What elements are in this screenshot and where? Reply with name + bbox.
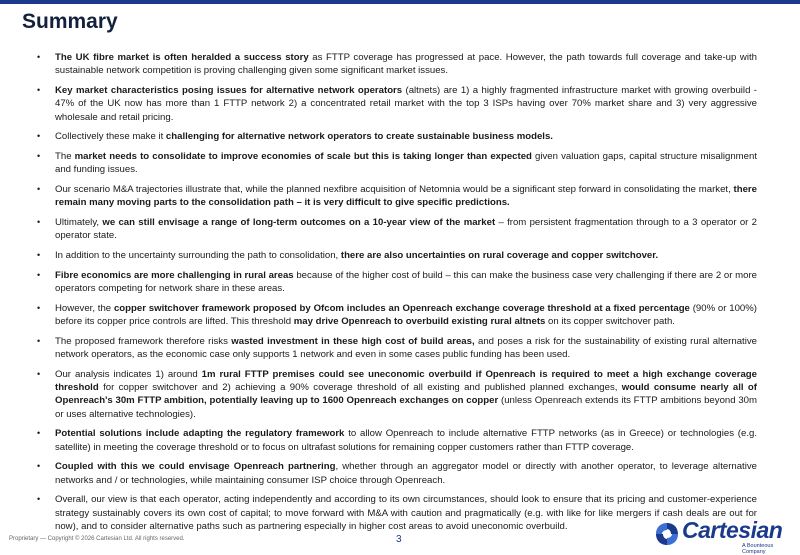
bullet-bold-text: wasted investment in these high cost of build areas, [231,335,475,347]
summary-bullet [37,130,757,143]
summary-bullet [37,249,757,262]
bullet-text: Collectively these make it [55,131,166,143]
cartesian-swirl-icon [654,521,680,547]
bullet-bold-text: Key market characteristics posing issues for alternative network operators [55,85,403,96]
summary-bullet [37,335,757,362]
summary-bullet [37,269,757,296]
bullet-bold-text: copper switchover framework proposed by Ofcom includes an Openreach exchange coverage threshold at a fixed percentage [113,302,690,314]
summary-bullet [37,150,757,177]
bullet-text: to allow Openreach to include alternative FTTP networks (as in Greece) or technologies (e.g. satellite) in meeting the coverage threshold or to focus on ultrafast solutions for remaining copper customers rather than FTTP coverage. [55,428,757,453]
bullet-dot-icon: • [37,85,41,95]
bullet-text: for copper switchover and 2) achieving a 90% coverage threshold of all existing and published planned exchanges, [98,382,622,393]
bullet-text: Our scenario M&A trajectories illustrate that, while the planned nexfibre acquisition of Netomnia would be a significant step forward in consolidating the market, [55,184,734,195]
bullet-dot-icon: • [37,335,41,346]
summary-bullet [37,302,757,329]
bullet-dot-icon: • [37,368,41,379]
logo-tagline: A Bounteous Company [742,543,774,555]
bullet-text: (unless Openreach extends its FTTP ambitions beyond 30m or uses alternative technologies). [55,395,758,420]
bullet-bold-text: Coupled with this we could envisage Openreach partnering [55,461,336,473]
bullet-text: (90% or 100%) before its copper price controls are lifted. This threshold [55,302,757,327]
bullet-dot-icon: • [37,494,41,505]
bullet-text: (altnets) are 1) a highly fragmented infrastructure market with growing overbuild - 47% of the UK now has more than 1 FTTP network 2) a concentrated retail market with the top 3 ISPs having over 70% market share and 3) very aggressive wholesale and retail pricing. [55,85,757,123]
summary-bullet-list [37,51,757,540]
bullet-bold-text: The UK fibre market is often heralded a success story [55,52,309,63]
logo-wordmark: Cartesian [682,517,783,543]
bullet-text: However, the [55,302,114,314]
bullet-text: The proposed framework therefore risks [55,335,232,347]
bullet-bold-text: there remain many moving parts to the consolidation path – it is very difficult to give specific predictions. [55,184,757,209]
summary-bullet [37,183,757,210]
bullet-bold-text: would consume nearly all of Openreach's 30m FTTP ambition, potentially leaving up to 1600 Openreach exchanges on copper [55,382,757,407]
copyright-footer: Proprietary — Copyright © 2026 Cartesian Ltd. All rights reserved. [9,536,185,542]
bullet-text: and poses a risk for the sustainability of existing rural alternative network operators, as the economic case only supports 1 network and even in some cases public funding has been used. [55,335,757,360]
summary-bullet [37,84,757,124]
summary-bullet [37,51,757,78]
bullet-bold-text: Fibre economics are more challenging in rural areas [55,269,294,281]
bullet-text: Ultimately, [55,217,103,228]
bullet-bold-text: market needs to consolidate to improve economies of scale but this is taking longer than expected [74,151,532,162]
bullet-bold-text: may drive Openreach to overbuild existing rural altnets [293,316,546,327]
page-title: Summary [22,10,118,33]
bullet-bold-text: Potential solutions include adapting the regulatory framework [55,428,345,440]
bullet-text: as FTTP coverage has progressed at pace. However, the path towards full coverage and take-up with sustainable network competition is proving challenging given some significant market issues. [55,52,757,77]
bullet-dot-icon: • [37,428,41,439]
bullet-bold-text: 1m rural FTTP premises could see uneconomic overbuild if Openreach is required to meet a high exchange coverage threshold [55,368,757,393]
bullet-text: Overall, our view is that each operator, acting independently and according to its own circumstances, should look to ensure that its pricing and customer-experience strategy sustainably covers its own cost of capital; to move forward with M&A with caution and pragmatically (e.g. with like for like mergers if cash deals are out for now), and to consider alternative paths such as partnering especially in higher cost areas to avoid uneconomic overbuild. [55,494,757,533]
summary-bullet [37,368,757,422]
summary-bullet [37,216,757,243]
bullet-text: , whether through an aggregator model or directly with another operator, to leverage alternative networks and / or technologies, while maintaining consumer ISP choice through Openreach. [55,461,757,486]
bullet-bold-text: challenging for alternative network operators to create sustainable business models. [165,131,553,143]
bullet-dot-icon: • [37,131,41,142]
page-number: 3 [396,534,402,545]
summary-bullet [37,427,757,454]
summary-bullet [37,493,757,533]
bullet-text: – from persistent fragmentation through to a 3 operator or 2 operator state. [55,217,758,242]
bullet-bold-text: there are also uncertainties on rural coverage and copper switchover. [340,250,659,261]
summary-bullet [37,460,757,487]
bullet-text: The [55,151,75,162]
bullet-text: given valuation gaps, capital structure misalignment and funding issues. [55,151,758,176]
bullet-text: because of the higher cost of build – this can make the business case very challenging if there are 2 or more operators competing for network share in these areas. [55,269,757,294]
bullet-dot-icon: • [37,250,41,260]
bullet-dot-icon: • [37,302,41,313]
bullet-dot-icon: • [37,269,41,280]
bullet-text: Our analysis indicates 1) around [55,368,202,380]
bullet-dot-icon: • [37,217,41,227]
bullet-text: In addition to the uncertainty surrounding the path to consolidation, [55,250,341,261]
bullet-dot-icon: • [37,52,41,62]
top-accent-bar [0,0,800,4]
bullet-text: on its copper switchover path. [545,316,675,327]
bullet-bold-text: we can still envisage a range of long-term outcomes on a 10-year view of the market [102,217,496,228]
cartesian-logo [654,517,796,555]
bullet-dot-icon: • [37,461,41,472]
bullet-dot-icon: • [37,184,41,194]
bullet-dot-icon: • [37,151,41,161]
